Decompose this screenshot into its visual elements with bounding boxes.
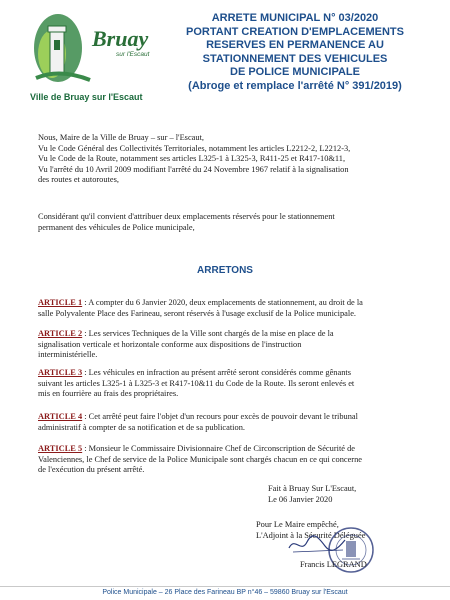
article-text: : Cet arrêté peut faire l'objet d'un recours pour excès de pouvoir devant le tribunal (82, 412, 358, 421)
signature-role-line: Pour Le Maire empêché, (256, 520, 339, 529)
signature-place: Fait à Bruay Sur L'Escaut, (268, 484, 357, 493)
title-line: RESERVES EN PERMANENCE AU (206, 39, 384, 51)
article-text: suivant les articles L325-1 à L325-3 et R417-10&11 du Code de la Route. Ils seront enlevés et (38, 378, 355, 388)
article-text: interministérielle. (38, 350, 98, 360)
city-name: Ville de Bruay sur l'Escaut (30, 92, 143, 102)
preamble-line: Vu le Code de la Route, notamment ses articles L325-1 à L325-3, R411-25 et R417-10&11, (38, 154, 346, 164)
article-4 (38, 412, 418, 433)
logo-wordmark: Bruay (92, 26, 149, 51)
considerant-line: permanent des véhicules de Police municipale, (38, 222, 195, 232)
article-label: ARTICLE 1 (38, 298, 83, 307)
preamble-line: Vu le Code Général des Collectivités Territoriales, notamment les articles L2212-2, L2212-3, (38, 143, 351, 153)
preamble-line: Vu l'arrêté du 10 Avril 2009 modifiant l'arrêté du 24 Novembre 1967 relatif à la signalisation (38, 164, 349, 174)
preamble (38, 133, 418, 186)
signature-place-date (268, 483, 356, 505)
article-label: ARTICLE 5 (38, 444, 83, 453)
preamble-line: des routes et autoroutes, (38, 175, 119, 185)
article-text: de l'exécution du présent arrêté. (38, 465, 145, 475)
title-line: ARRETE MUNICIPAL N° 03/2020 (211, 12, 379, 24)
article-text: signalisation verticale et horizontale conforme aux dispositions de l'instruction (38, 339, 302, 349)
considerant-line: Considérant qu'il convient d'attribuer deux emplacements réservés pour le stationnement (38, 212, 335, 221)
article-label: ARTICLE 4 (38, 412, 83, 421)
city-logo (30, 8, 150, 98)
preamble-line: Nous, Maire de la Ville de Bruay – sur – l'Escaut, (38, 133, 204, 142)
article-5 (38, 444, 418, 476)
article-text: administratif à compter de sa notification et de sa publication. (38, 422, 245, 432)
title-line: PORTANT CREATION D'EMPLACEMENTS (186, 25, 404, 38)
logo-subtitle: sur l'Escaut (116, 51, 150, 58)
considerant (38, 212, 418, 233)
article-text: Valenciennes, le Chef de service de la Police Municipale sont chargés chacun en ce qui concerne (38, 454, 363, 464)
title-line: STATIONNEMENT DES VEHICULES (202, 52, 388, 65)
arretons-heading: ARRETONS (197, 265, 253, 276)
title-line: DE POLICE MUNICIPALE (230, 66, 360, 78)
article-2 (38, 329, 418, 361)
footer-address: Police Municipale – 26 Place des Farineau BP n°46 – 59860 Bruay sur l'Escaut (102, 589, 348, 596)
article-1 (38, 298, 418, 319)
footer-divider (0, 586, 450, 587)
article-text: : Les services Techniques de la Ville sont chargés de la mise en place de la (82, 329, 334, 338)
document-title (160, 12, 430, 93)
article-text: mis en fourrière au frais des propriétaires. (38, 389, 179, 399)
article-text: : A compter du 6 Janvier 2020, deux emplacements de stationnement, au droit de la (82, 298, 363, 307)
signature-date: Le 06 Janvier 2020 (268, 495, 333, 504)
article-text: : Monsieur le Commissaire Divisionnaire Chef de Circonscription de Sécurité de (82, 444, 355, 453)
article-text: salle Polyvalente Place des Farineau, seront réservés à l'usage exclusif de la Police municipale. (38, 308, 357, 318)
signature-role-line: L'Adjoint à la Sécurité Déléguée (256, 531, 366, 540)
article-label: ARTICLE 3 (38, 368, 83, 377)
signer-name: Francis LEGRAND (300, 560, 367, 569)
title-line: (Abroge et remplace l'arrêté N° 391/2019) (188, 79, 402, 92)
article-3 (38, 368, 418, 400)
article-text: : Les véhicules en infraction au présent arrêté seront considérés comme gênants (82, 368, 351, 377)
article-label: ARTICLE 2 (38, 329, 83, 338)
